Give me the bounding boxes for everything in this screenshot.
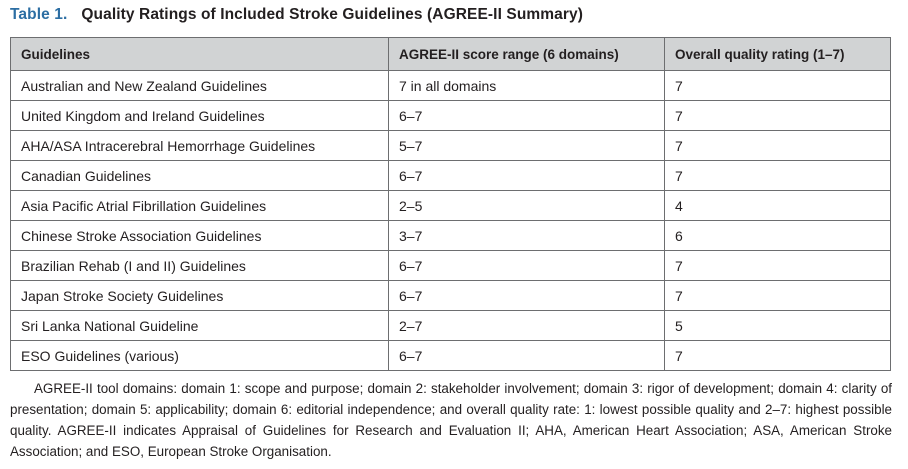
- table-row: [11, 131, 891, 161]
- guideline-name: Canadian Guidelines: [11, 161, 389, 191]
- table-row: [11, 251, 891, 281]
- guidelines-table: [10, 37, 891, 371]
- guideline-name: AHA/ASA Intracerebral Hemorrhage Guidelines: [11, 131, 389, 161]
- score-range: 6–7: [389, 281, 665, 311]
- table-caption: [10, 6, 583, 24]
- table-row: [11, 281, 891, 311]
- guideline-name: Brazilian Rehab (I and II) Guidelines: [11, 251, 389, 281]
- table-title: Quality Ratings of Included Stroke Guidelines (AGREE-II Summary): [81, 6, 583, 23]
- table-row: [11, 101, 891, 131]
- quality-rating: 7: [665, 341, 891, 371]
- score-range: 6–7: [389, 251, 665, 281]
- guideline-name: Chinese Stroke Association Guidelines: [11, 221, 389, 251]
- guideline-name: ESO Guidelines (various): [11, 341, 389, 371]
- guideline-name: Japan Stroke Society Guidelines: [11, 281, 389, 311]
- table-row: [11, 311, 891, 341]
- table-number: Table 1.: [10, 6, 68, 23]
- column-header-quality-rating: Overall quality rating (1–7): [665, 38, 891, 71]
- guideline-name: Sri Lanka National Guideline: [11, 311, 389, 341]
- score-range: 6–7: [389, 161, 665, 191]
- quality-rating: 4: [665, 191, 891, 221]
- table-row: [11, 71, 891, 101]
- guideline-name: Australian and New Zealand Guidelines: [11, 71, 389, 101]
- quality-rating: 7: [665, 101, 891, 131]
- column-header-score-range: AGREE-II score range (6 domains): [389, 38, 665, 71]
- score-range: 7 in all domains: [389, 71, 665, 101]
- quality-rating: 7: [665, 131, 891, 161]
- score-range: 2–5: [389, 191, 665, 221]
- table-row: [11, 191, 891, 221]
- score-range: 5–7: [389, 131, 665, 161]
- column-header-guidelines: Guidelines: [11, 38, 389, 71]
- table-header-row: [11, 38, 891, 71]
- table-footnote: AGREE-II tool domains: domain 1: scope and purpose; domain 2: stakeholder involvement; domain 3: rigor of development; domain 4: clarity of presentation; domain 5: applicability; domain 6: editorial independence; and overall quality rate: 1: lowest possible quality and 2–7: highest possible quality. AGREE-II indicates Appraisal of Guidelines for Research and Evaluation II; AHA, American Heart Association; ASA, American Stroke Association; and ESO, European Stroke Organisation.: [10, 381, 892, 459]
- quality-rating: 7: [665, 251, 891, 281]
- score-range: 2–7: [389, 311, 665, 341]
- score-range: 3–7: [389, 221, 665, 251]
- table-row: [11, 161, 891, 191]
- guideline-name: Asia Pacific Atrial Fibrillation Guidelines: [11, 191, 389, 221]
- score-range: 6–7: [389, 101, 665, 131]
- quality-rating: 7: [665, 281, 891, 311]
- guideline-name: United Kingdom and Ireland Guidelines: [11, 101, 389, 131]
- score-range: 6–7: [389, 341, 665, 371]
- quality-rating: 5: [665, 311, 891, 341]
- quality-rating: 6: [665, 221, 891, 251]
- table-row: [11, 221, 891, 251]
- table-row: [11, 341, 891, 371]
- quality-rating: 7: [665, 71, 891, 101]
- quality-rating: 7: [665, 161, 891, 191]
